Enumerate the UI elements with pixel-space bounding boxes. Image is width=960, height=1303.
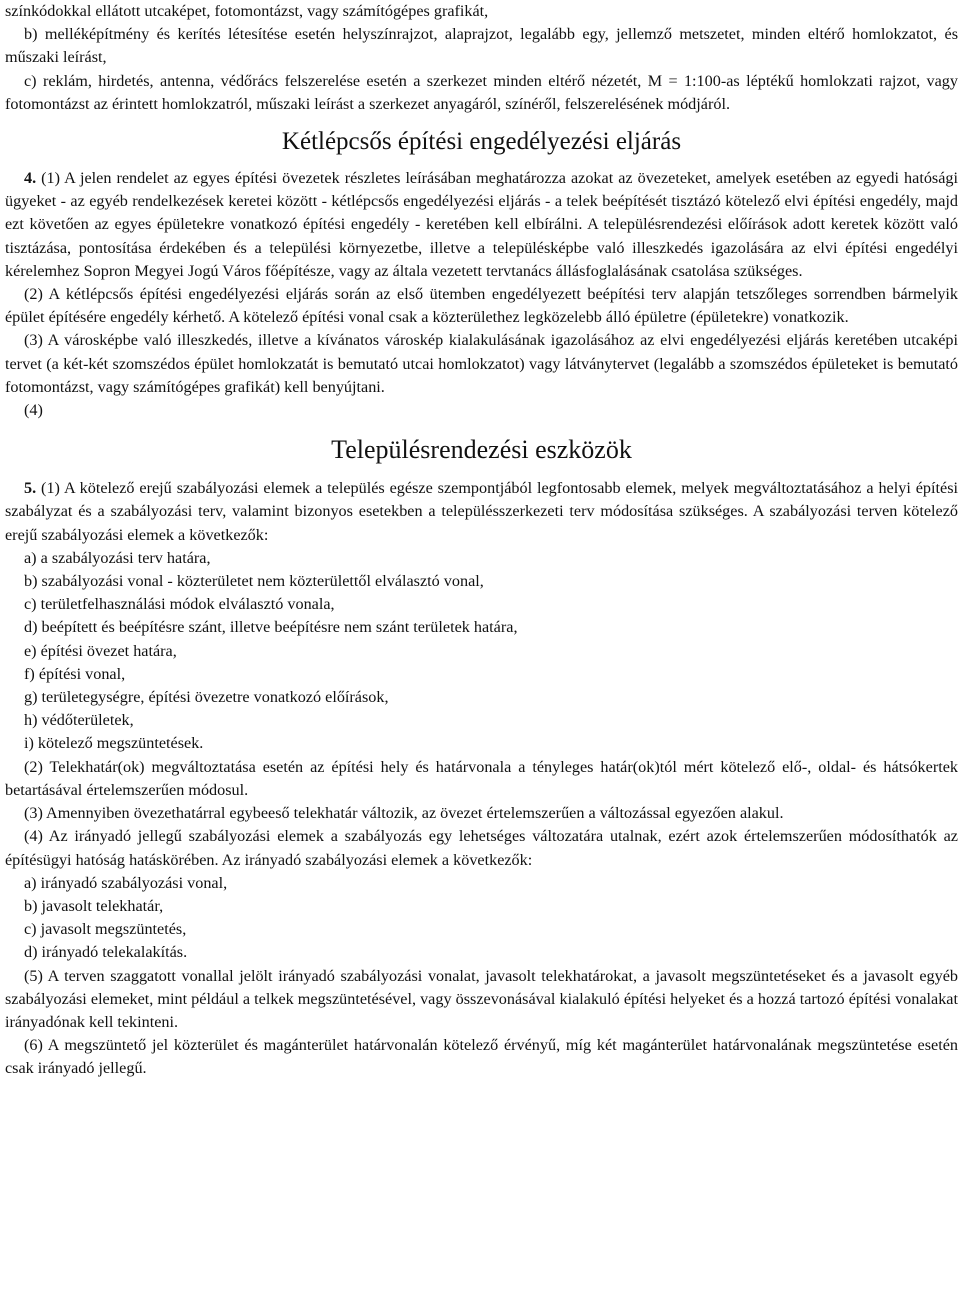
list-item: d) beépített és beépítésre szánt, illetve beépítésre nem szánt területek határa, xyxy=(24,618,518,637)
section-5-paragraph-3: (3) Amennyiben övezethatárral egybeeső telekhatár változik, az övezet értelemszerűen a változással egyezően alakul. xyxy=(24,804,784,823)
list-item: h) védőterületek, xyxy=(24,711,134,730)
section-5-paragraph-6: (6) A megszüntető jel közterület és magánterület határvonalán kötelező érvényű, míg két magánterület határvonalának megszüntetése esetén csak irányadó jellegű. xyxy=(5,1036,958,1078)
section-4-number: 4. xyxy=(24,169,37,188)
intro-item-b: b) melléképítmény és kerítés létesítése esetén helyszínrajzot, alaprajzot, legalább egy, jellemző metszetet, minden eltérő homlokzatot, és műszaki leírást, xyxy=(5,25,958,67)
intro-line-continued: színkódokkal ellátott utcaképet, fotomontázst, vagy számítógépes grafikát, xyxy=(5,2,489,20)
list-item: b) szabályozási vonal - közterületet nem közterülettől elválasztó vonal, xyxy=(24,572,484,591)
list-item: g) területegységre, építési övezetre vonatkozó előírások, xyxy=(24,688,389,707)
section-4-paragraph-3: (3) A városképbe való illeszkedés, illetve a kívánatos városkép kialakulásának igazolásához az elvi engedélyezési eljárás keretében utcaképi tervet (a két-két szomszédos épület homlokzatát is bemutató utcai homlokzatot) vagy látványtervet (legalább a szomszédos épületeket is bemutató fotomontázst, vagy számítógépes grafikát) kell benyújtani. xyxy=(5,331,958,396)
section-5-number: 5. xyxy=(24,479,37,498)
list-item: b) javasolt telekhatár, xyxy=(24,896,164,915)
section-4-paragraph-1 xyxy=(5,167,958,283)
section-5-heading: Településrendezési eszközök xyxy=(331,435,632,465)
section-5-paragraph-2: (2) Telekhatár(ok) megváltoztatása esetén az építési hely és határvonala a tényleges határ(ok)tól mért kötelező elő-, oldal- és hátsókertek betartásával értelemszerűen módosul. xyxy=(5,757,958,799)
guiding-elements-list xyxy=(5,872,958,965)
intro-item-c: c) reklám, hirdetés, antenna, védőrács felszerelése esetén a szerkezet minden eltérő nézetét, M = 1:100-as léptékű homlokzati rajzot, vagy fotomontázst az érintett homlokzatról, műszaki leírást a szerkezet anyagáról, színéről, felszerelésének módjáról. xyxy=(5,71,958,113)
section-4-paragraph-2: (2) A kétlépcsős építési engedélyezési eljárás során az első ütemben engedélyezett beépítési terv alapján tetszőleges sorrendben bármelyik épület építésére engedély kérhető. A kötelező építési vonal csak a közterülethez legközelebb álló épületre (épületekre) vonatkozik. xyxy=(5,285,958,327)
section-5-paragraph-5: (5) A terven szaggatott vonallal jelölt irányadó szabályozási vonalat, javasolt telekhatárokat, a javasolt megszüntetéseket és a javasolt egyéb szabályozási elemeket, mint például a telkek megszüntetésével, vagy összevonásával kialakuló építési helyeket és a hozzá tartozó építési vonalakat irányadónak kell tekinteni. xyxy=(5,966,958,1031)
list-item: c) területfelhasználási módok elválasztó vonala, xyxy=(24,595,335,614)
list-item: a) a szabályozási terv határa, xyxy=(24,548,211,567)
section-5-paragraph-1 xyxy=(5,477,958,547)
list-item: e) építési övezet határa, xyxy=(24,641,177,660)
list-item: d) irányadó telekalakítás. xyxy=(24,943,188,962)
section-5-p1-text: (1) A kötelező erejű szabályozási elemek a település egésze szempontjából legfontosabb elemek, melyek megváltoztatásához a helyi építési szabályzat és a szabályozási terv, valamint bizonyos esetekben a településszerkezeti terv módosítása szükséges. A szabályozási terven kötelező erejű szabályozási elemek a következők: xyxy=(5,479,958,544)
section-4-p1-text: (1) A jelen rendelet az egyes építési övezetek részletes leírásában meghatározza azokat az övezeteket, amelyek esetében az egyedi hatósági ügyeket - az egyéb rendelkezések keretei között - kétlépcsős engedélyezési eljárás - a telek beépítését tisztázó kötelező elvi építési engedély, majd ezt követően az egyes épületekre vonatkozó építési engedély - keretében kell elbírálni. A településrendezési előírások adott keretek között való tisztázása, pontosítása érdekében és a települési környezetbe, illetve a településképbe való illeszkedés igazolására az elvi építési engedélyi kérelemhez Sopron Megyei Jogú Város főépítésze, vagy az általa vezetett tervtanács állásfoglalásának csatolása szükséges. xyxy=(5,169,958,280)
list-item: f) építési vonal, xyxy=(24,664,126,683)
list-item: a) irányadó szabályozási vonal, xyxy=(24,873,228,892)
document-page xyxy=(5,0,958,1081)
binding-elements-list xyxy=(5,547,958,756)
section-4-paragraph-4: (4) xyxy=(24,401,43,420)
section-4-heading: Kétlépcsős építési engedélyezési eljárás xyxy=(281,128,682,156)
list-item: i) kötelező megszüntetések. xyxy=(24,734,204,753)
list-item: c) javasolt megszüntetés, xyxy=(24,920,187,939)
section-5-paragraph-4: (4) Az irányadó jellegű szabályozási elemek a szabályozás egy lehetséges változatára utalnak, ezért azok értelemszerűen módosíthatók az építésügyi hatóság hatáskörében. Az irányadó szabályozási elemek a következők: xyxy=(5,827,958,869)
